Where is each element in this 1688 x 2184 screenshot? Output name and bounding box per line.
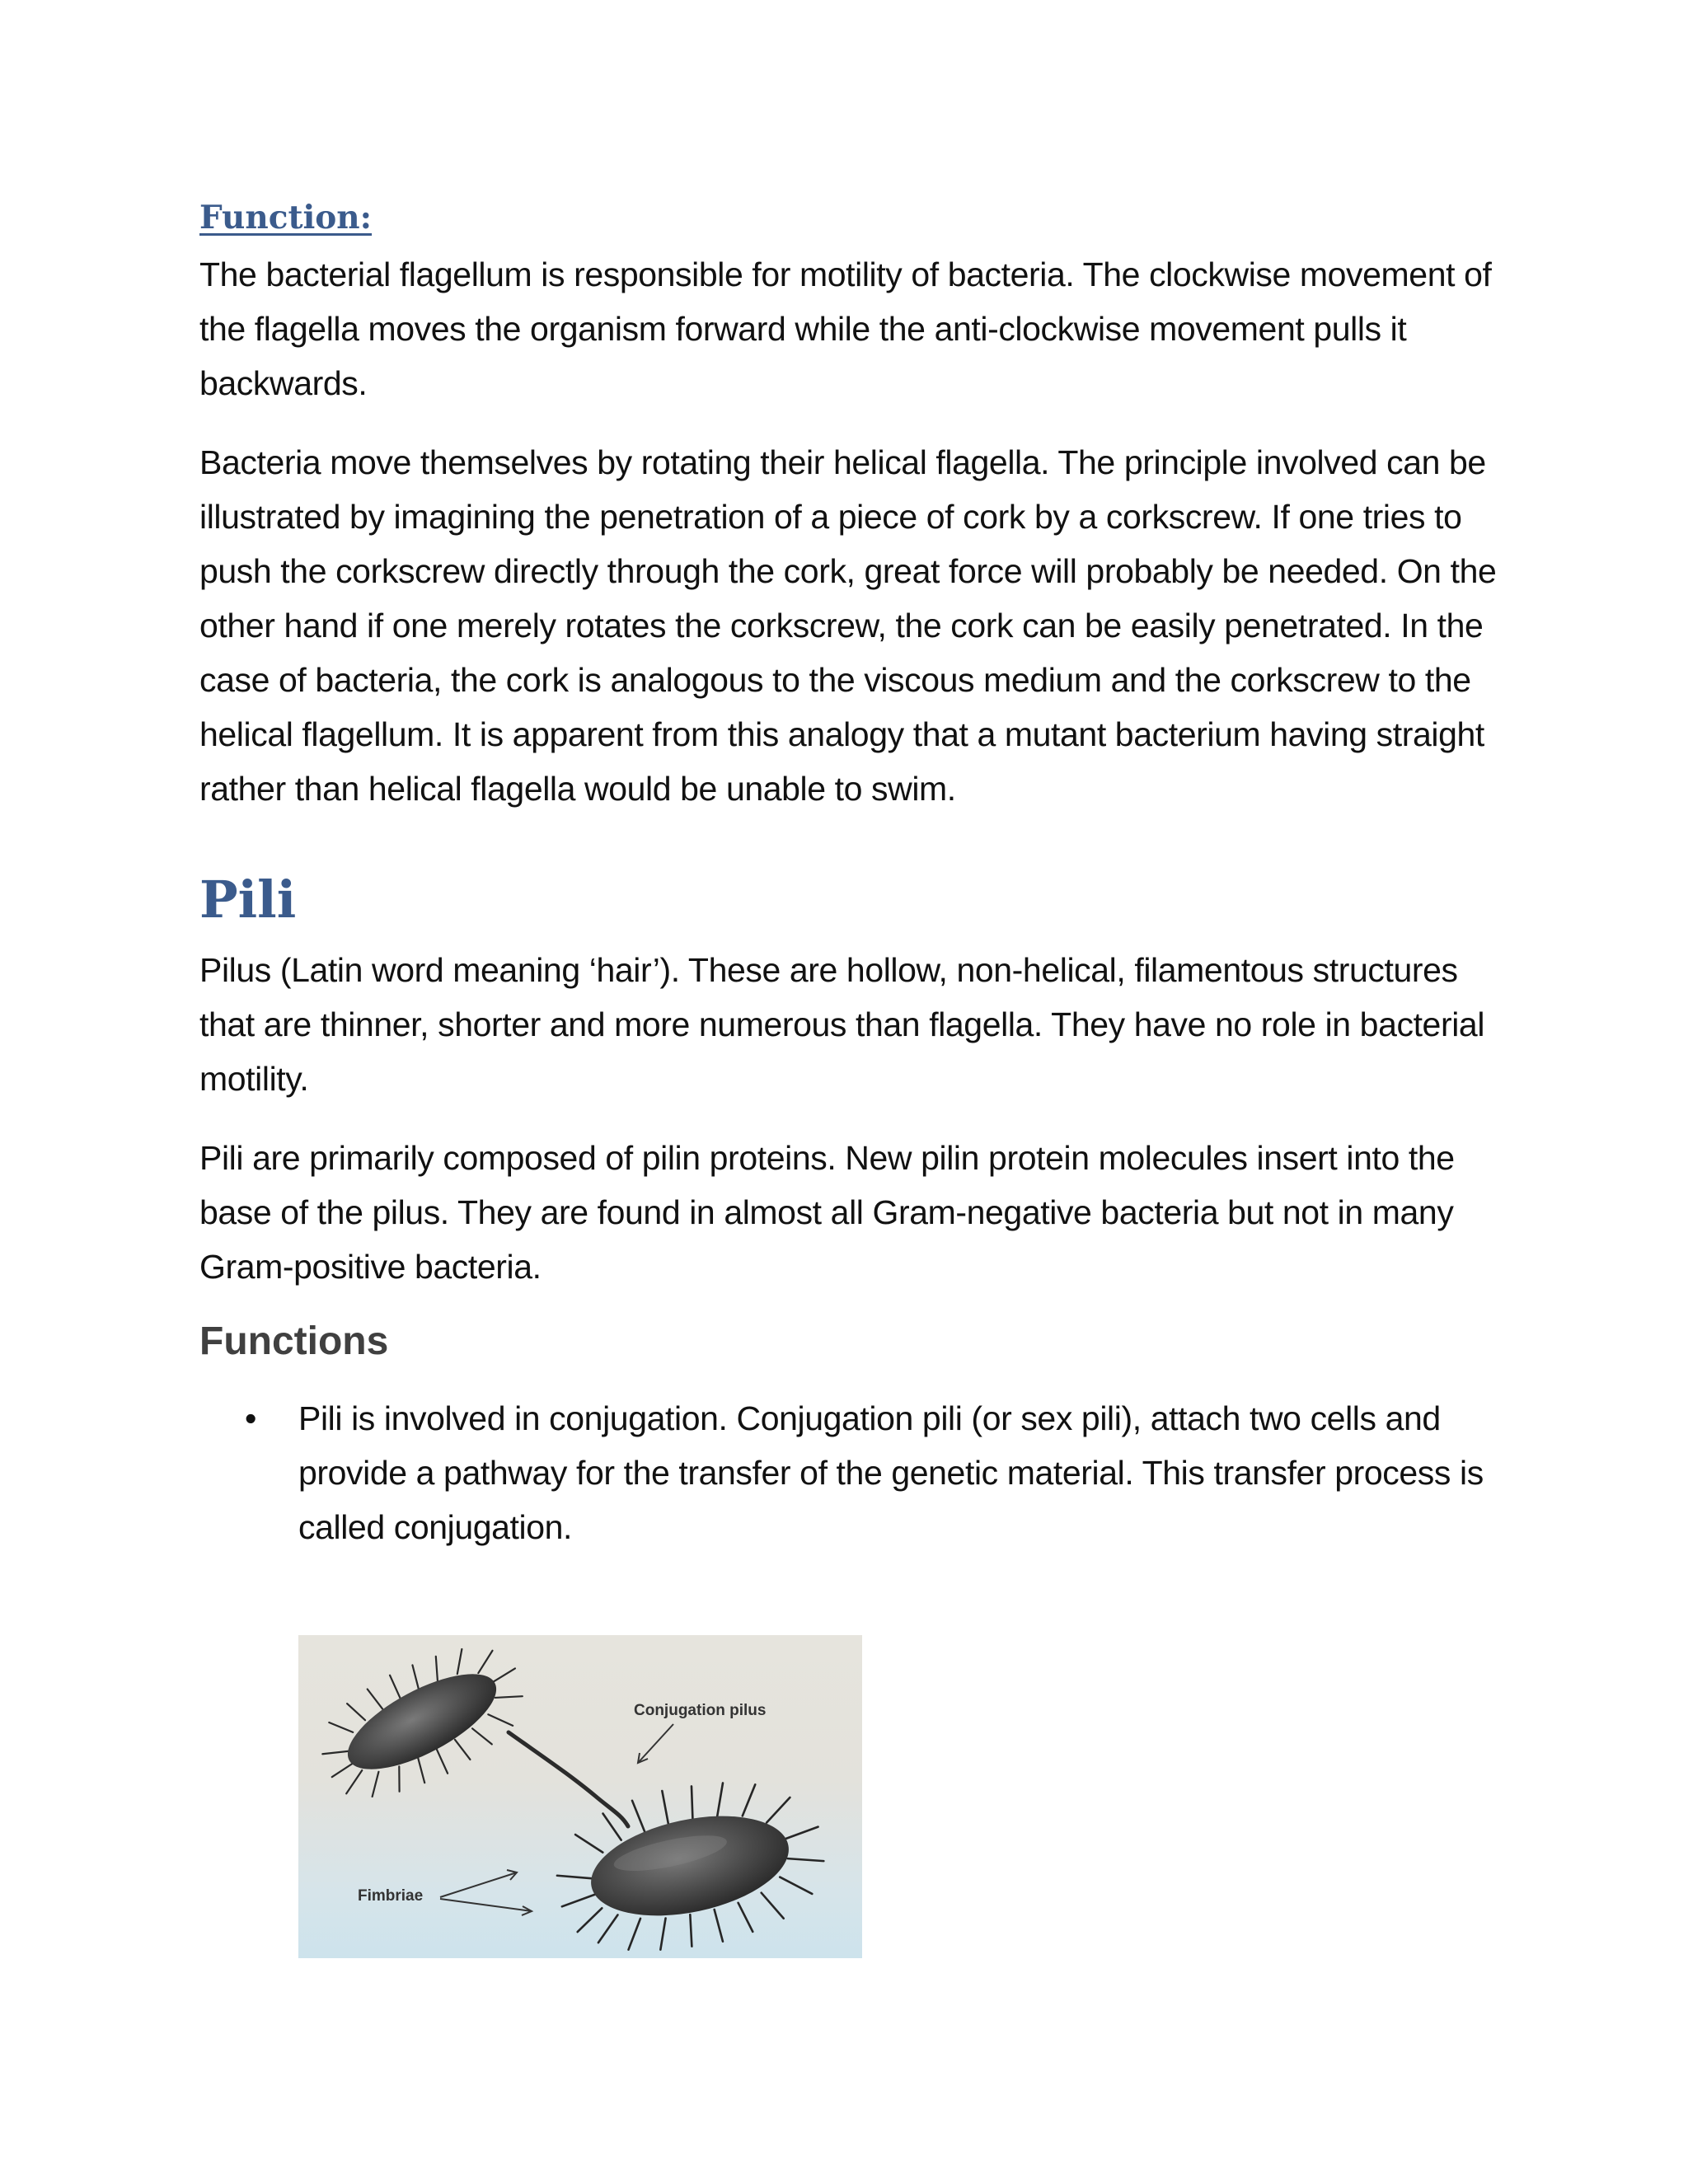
conjugation-pilus-line <box>509 1732 628 1826</box>
pilus-arrow-icon <box>638 1724 673 1763</box>
bullet-icon: • <box>245 1399 257 1437</box>
pili-paragraph-1: Pilus (Latin word meaning ‘hair’). These are hollow, non-helical, filamentous structures that are thinner, shorter and more numerous than flagella. They have no role in bacterial motility. <box>199 951 1485 1098</box>
function-paragraph-2: Bacteria move themselves by rotating their helical flagella. The principle involved can be illustrated by imagining the penetration of a piece of cork by a corkscrew. If one tries to push the corkscrew directly through the cork, great force will probably be needed. On the other hand if one merely rotates the corkscrew, the cork can be easily penetrated. In the case of bacteria, the cork is analogous to the viscous medium and the corkscrew to the helical flagellum. It is apparent from this analogy that a mutant bacterium having straight rather than helical flagella would be unable to swim. <box>199 443 1497 808</box>
document-content <box>199 198 1502 1554</box>
function-heading: Function: <box>199 199 373 237</box>
fimbriae-label: Fimbriae <box>358 1887 424 1905</box>
bacterium-small-icon <box>302 1635 544 1822</box>
pili-heading: Pili <box>199 869 297 930</box>
fimbriae-arrows-icon <box>440 1870 532 1915</box>
bullet-text: Pili is involved in conjugation. Conjugation pili (or sex pili), attach two cells and provide a pathway for the transfer of the genetic material. This transfer process is called conjugation. <box>298 1399 1484 1546</box>
list-item <box>199 1391 1502 1554</box>
functions-heading: Functions <box>199 1319 389 1363</box>
pili-paragraph-2: Pili are primarily composed of pilin proteins. New pilin protein molecules insert into the base of the pilus. They are found in almost all Gram-negative bacteria but not in many Gram-positive bacteria. <box>199 1139 1455 1286</box>
conjugation-pilus-label: Conjugation pilus <box>634 1702 767 1719</box>
pili-illustration <box>298 1635 862 1958</box>
function-paragraph-1: The bacterial flagellum is responsible for motility of bacteria. The clockwise movement of the flagella moves the organism forward while the anti-clockwise movement pulls it backwards. <box>199 255 1492 402</box>
functions-bullet-list <box>199 1391 1502 1554</box>
pili-illustration-svg <box>298 1635 862 1958</box>
